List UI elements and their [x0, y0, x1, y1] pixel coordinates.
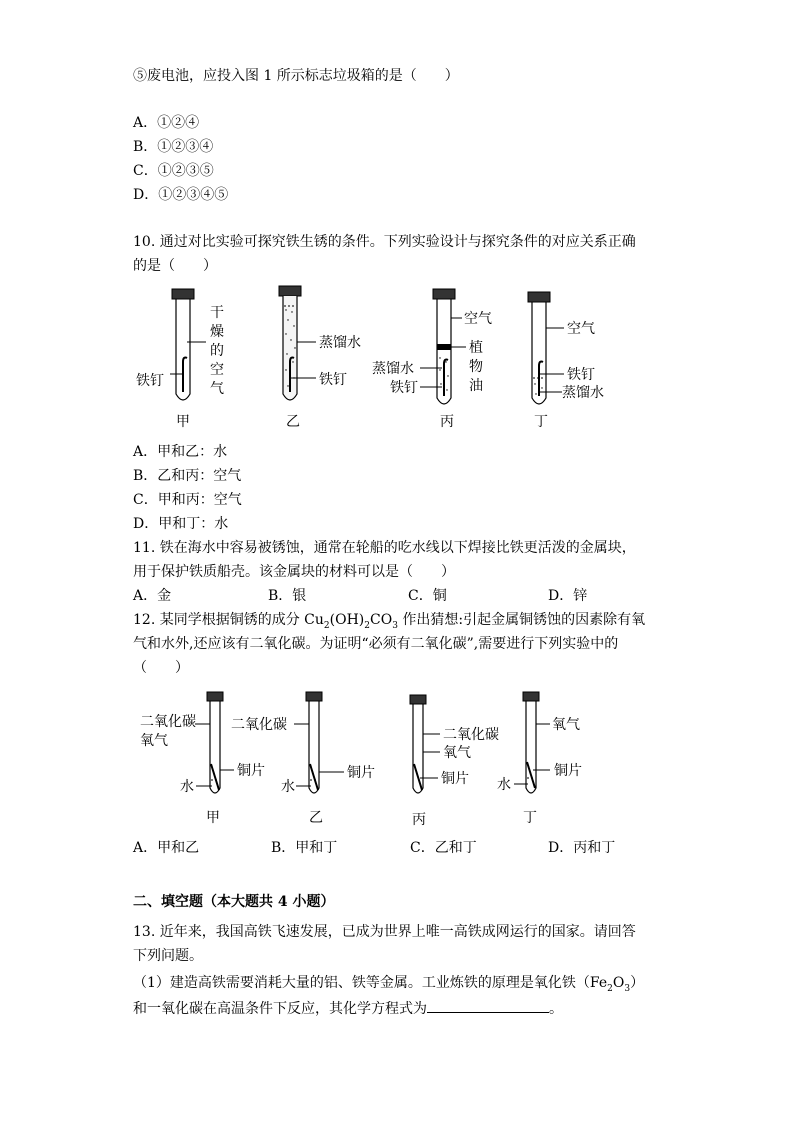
q11-option-a: A．金 [133, 588, 172, 604]
q10-tube-jia [136, 289, 224, 430]
q10-option-d: D．甲和丁：水 [133, 516, 229, 532]
q12-tube-jia [140, 692, 265, 826]
q12-yi-water: 水 [281, 779, 295, 795]
q10-jia-nail-label: 铁钉 [136, 373, 164, 389]
q12-yi-copper: 铜片 [347, 765, 375, 781]
q12-ding-gas: 氧气 [552, 717, 580, 733]
q12-line3: （ ） [133, 660, 189, 676]
q11-option-c: C．铜 [408, 588, 447, 604]
q12-yi-name: 乙 [309, 810, 323, 826]
q10-option-c: C．甲和丙：空气 [133, 492, 242, 508]
q13-line2: 下列问题。 [133, 948, 203, 964]
q10-bing-water-label: 蒸馏水 [372, 361, 414, 377]
q12-line2: 气和水外,还应该有二氧化碳。为证明“必须有二氧化碳”,需要进行下列实验中的 [133, 636, 619, 652]
q9-option-c: C．①②③⑤ [133, 163, 214, 179]
q11-line1: 11. 铁在海水中容易被锈蚀，通常在轮船的吃水线以下焊接比铁更活泼的金属块， [133, 540, 636, 556]
q12-ding-name: 丁 [523, 810, 537, 826]
q10-bing-air-label: 空气 [464, 311, 492, 327]
q9-option-a: A．①②④ [133, 115, 200, 131]
q10-tube-bing [372, 289, 492, 430]
q10-jia-label-4: 空 [210, 362, 224, 378]
answer-blank[interactable] [427, 998, 549, 1013]
q10-figure [130, 282, 630, 440]
q13-line3: （1）建造高铁需要消耗大量的铝、铁等金属。工业炼铁的原理是氧化铁$(Fe_2O_3)$ [133, 975, 645, 994]
q11-option-d: D．锌 [548, 588, 588, 604]
q9-option-b: B．①②③④ [133, 139, 214, 155]
q10-tube-ding [528, 292, 604, 430]
q12-jia-copper: 铜片 [237, 763, 265, 779]
q12-bing-gas1: 二氧化碳 [443, 727, 499, 743]
q12-tube-yi [231, 692, 375, 826]
q12-jia-water: 水 [180, 779, 194, 795]
q10-option-a: A．甲和乙：水 [133, 444, 228, 460]
q10-jia-label-2: 燥 [210, 324, 224, 340]
q9-option-d: D．①②③④⑤ [133, 187, 229, 203]
q10-line2: 的是（ ） [133, 258, 217, 274]
q10-tube-yi [279, 286, 361, 430]
q12-option-b: B．甲和丁 [271, 840, 338, 856]
q10-jia-name: 甲 [176, 414, 190, 430]
q12-option-d: D．丙和丁 [548, 840, 616, 856]
section-title: 二、填空题（本大题共 4 小题） [133, 894, 335, 910]
q10-yi-name: 乙 [286, 414, 300, 430]
q10-bing-nail-label: 铁钉 [390, 380, 418, 396]
q10-bing-oil-3: 油 [469, 378, 483, 394]
q10-jia-label-5: 气 [210, 381, 224, 397]
q12-jia-gas2: 氧气 [140, 733, 168, 749]
q10-bing-name: 丙 [440, 414, 454, 430]
q11-line2: 用于保护铁质船壳。该金属块的材料可以是（ ） [133, 564, 455, 580]
q10-bing-oil-1: 植 [469, 340, 483, 356]
q12-yi-gas: 二氧化碳 [231, 717, 287, 733]
q12-bing-name: 丙 [412, 812, 426, 828]
q13-line4: 和一氧化碳在高温条件下反应，其化学方程式为 。 [133, 998, 563, 1019]
q12-jia-gas1: 二氧化碳 [140, 714, 196, 730]
q10-jia-label-1: 干 [210, 305, 224, 321]
q10-jia-label-3: 的 [210, 343, 224, 359]
q13-line1: 13. 近年来，我国高铁飞速发展，已成为世界上唯一高铁成网运行的国家。请回答 [133, 924, 636, 940]
q12-option-a: A．甲和乙 [133, 840, 200, 856]
q12-line1: 12. 某同学根据铜锈的成分 $Cu_2(OH)_2CO_3$ 作出猜想:引起金属铜锈蚀的因素除有氧 [133, 612, 646, 631]
q12-bing-gas2: 氧气 [443, 745, 471, 761]
q10-yi-nail-label: 铁钉 [319, 372, 347, 388]
q10-line1: 10. 通过对比实验可探究铁生锈的条件。下列实验设计与探究条件的对应关系正确 [133, 234, 636, 250]
q9-text: ⑤废电池，应投入图 1 所示标志垃圾箱的是（ ） [133, 68, 459, 84]
q10-bing-oil-2: 物 [469, 359, 483, 375]
q12-bing-copper: 铜片 [441, 771, 469, 787]
q12-figure [130, 688, 630, 830]
q10-option-b: B．乙和丙：空气 [133, 468, 242, 484]
q12-tube-ding [497, 692, 582, 826]
q10-ding-nail-label: 铁钉 [567, 367, 595, 383]
q11-option-b: B．银 [268, 588, 307, 604]
q12-jia-name: 甲 [206, 810, 220, 826]
q12-option-c: C．乙和丁 [410, 840, 477, 856]
q10-yi-water-label: 蒸馏水 [319, 335, 361, 351]
q10-ding-water-label: 蒸馏水 [562, 385, 604, 401]
q12-ding-water: 水 [497, 777, 511, 793]
q10-ding-air-label: 空气 [567, 321, 595, 337]
q12-tube-bing [410, 695, 499, 828]
q12-ding-copper: 铜片 [554, 763, 582, 779]
q10-ding-name: 丁 [534, 414, 548, 430]
